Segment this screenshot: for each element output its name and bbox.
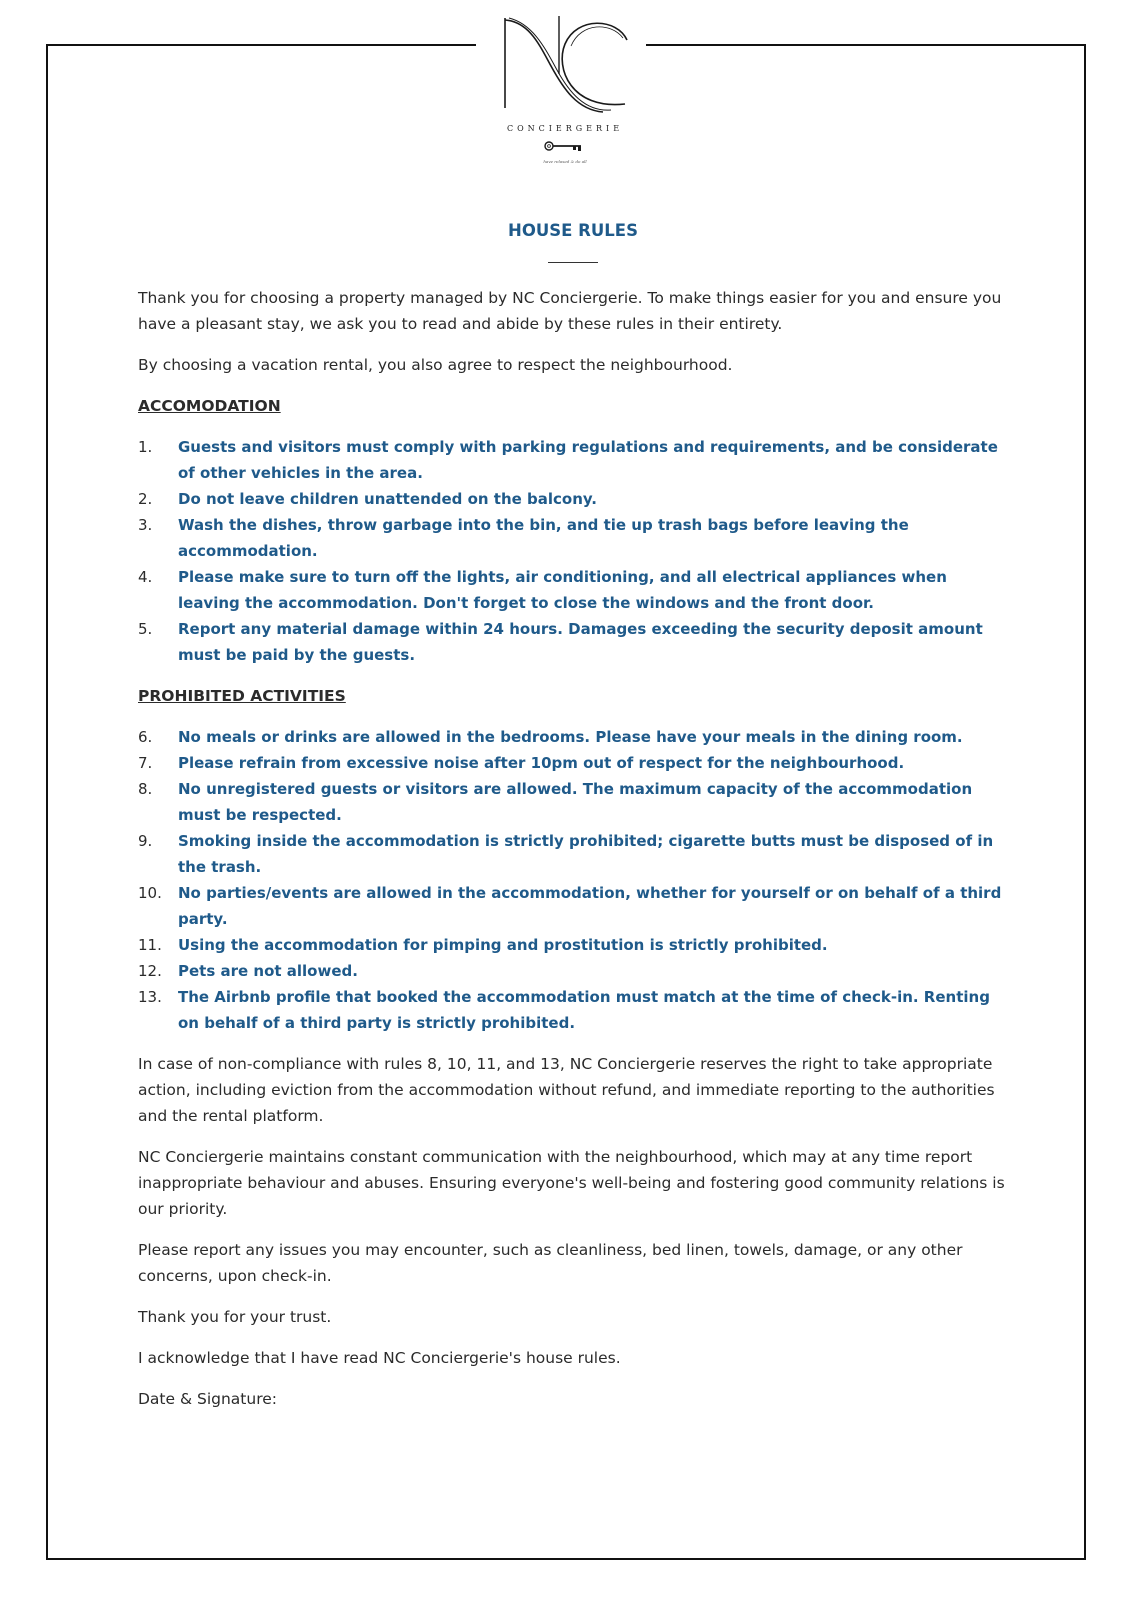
brand-wordmark: CONCIERGERIE [506,124,624,133]
rule-text: Using the accommodation for pimping and prostitution is strictly prohibited. [178,936,828,954]
rule-text: No parties/events are allowed in the accommodation, whether for yourself or on behalf of a third party. [178,884,1002,928]
rule-text: The Airbnb profile that booked the accommodation must match at the time of check-in. Renting on behalf of a third party is strictly prohibited. [178,988,990,1032]
date-signature-field: Date & Signature: [138,1390,277,1408]
rule-number: 4. [138,568,153,586]
rule-text: No unregistered guests or visitors are allowed. The maximum capacity of the accommodation must be respected. [178,780,973,824]
section-heading-prohibited: PROHIBITED ACTIVITIES [138,687,346,705]
list-item [138,932,1008,958]
rule-number: 5. [138,620,153,638]
list-item [138,486,1008,512]
rule-number: 11. [138,936,162,954]
report-issues-paragraph: Please report any issues you may encounter, such as cleanliness, bed linen, towels, damage, or any other concerns, upon check-in. [138,1241,963,1285]
list-item [138,750,1008,776]
nc-monogram-logo [499,14,631,118]
rule-text: Smoking inside the accommodation is strictly prohibited; cigarette butts must be disposed of in the trash. [178,832,994,876]
rule-text: Report any material damage within 24 hours. Damages exceeding the security deposit amount must be paid by the guests. [178,620,983,664]
acknowledgement-line: I acknowledge that I have read NC Conciergerie's house rules. [138,1349,621,1367]
list-item [138,616,1008,668]
prohibited-rules-list [138,724,1008,1036]
list-item [138,776,1008,828]
brand-logo [495,14,635,188]
list-item [138,724,1008,750]
rule-number: 12. [138,962,162,980]
rule-text: Pets are not allowed. [178,962,358,980]
page-title: HOUSE RULES [508,221,638,240]
rule-text: Wash the dishes, throw garbage into the bin, and tie up trash bags before leaving the accommodation. [178,516,909,560]
rule-text: Do not leave children unattended on the balcony. [178,490,597,508]
title-divider [548,262,598,263]
list-item [138,828,1008,880]
rule-number: 7. [138,754,153,772]
rule-number: 2. [138,490,153,508]
brand-tagline: have relaxed & do all [543,159,587,164]
section-heading-accomodation: ACCOMODATION [138,397,281,415]
rule-text: Please refrain from excessive noise after 10pm out of respect for the neighbourhood. [178,754,905,772]
rule-number: 3. [138,516,153,534]
key-icon [495,139,635,153]
rule-text: No meals or drinks are allowed in the bedrooms. Please have your meals in the dining room. [178,728,963,746]
list-item [138,984,1008,1036]
list-item [138,564,1008,616]
list-item [138,880,1008,932]
document-body [138,218,1008,1427]
rule-text: Guests and visitors must comply with parking regulations and requirements, and be considerate of other vehicles in the area. [178,438,998,482]
list-item [138,512,1008,564]
rule-number: 1. [138,438,153,456]
communication-paragraph: NC Conciergerie maintains constant communication with the neighbourhood, which may at any time report inappropriate behaviour and abuses. Ensuring everyone's well-being and fostering good community relations is our priority. [138,1148,1005,1218]
neighbourhood-paragraph: By choosing a vacation rental, you also agree to respect the neighbourhood. [138,356,733,374]
rule-number: 8. [138,780,153,798]
rule-text: Please make sure to turn off the lights, air conditioning, and all electrical appliances when leaving the accommodation. Don't forget to close the windows and the front door. [178,568,947,612]
intro-paragraph: Thank you for choosing a property managed by NC Conciergerie. To make things easier for you and ensure you have a pleasant stay, we ask you to read and abide by these rules in their entirety. [138,289,1002,333]
rule-number: 6. [138,728,153,746]
list-item [138,434,1008,486]
thank-you-line: Thank you for your trust. [138,1308,332,1326]
list-item [138,958,1008,984]
rule-number: 9. [138,832,153,850]
rule-number: 13. [138,988,162,1006]
accomodation-rules-list [138,434,1008,668]
rule-number: 10. [138,884,162,902]
non-compliance-paragraph: In case of non-compliance with rules 8, 10, 11, and 13, NC Conciergerie reserves the right to take appropriate action, including eviction from the accommodation without refund, and immediate reporting to the authorities and the rental platform. [138,1055,995,1125]
